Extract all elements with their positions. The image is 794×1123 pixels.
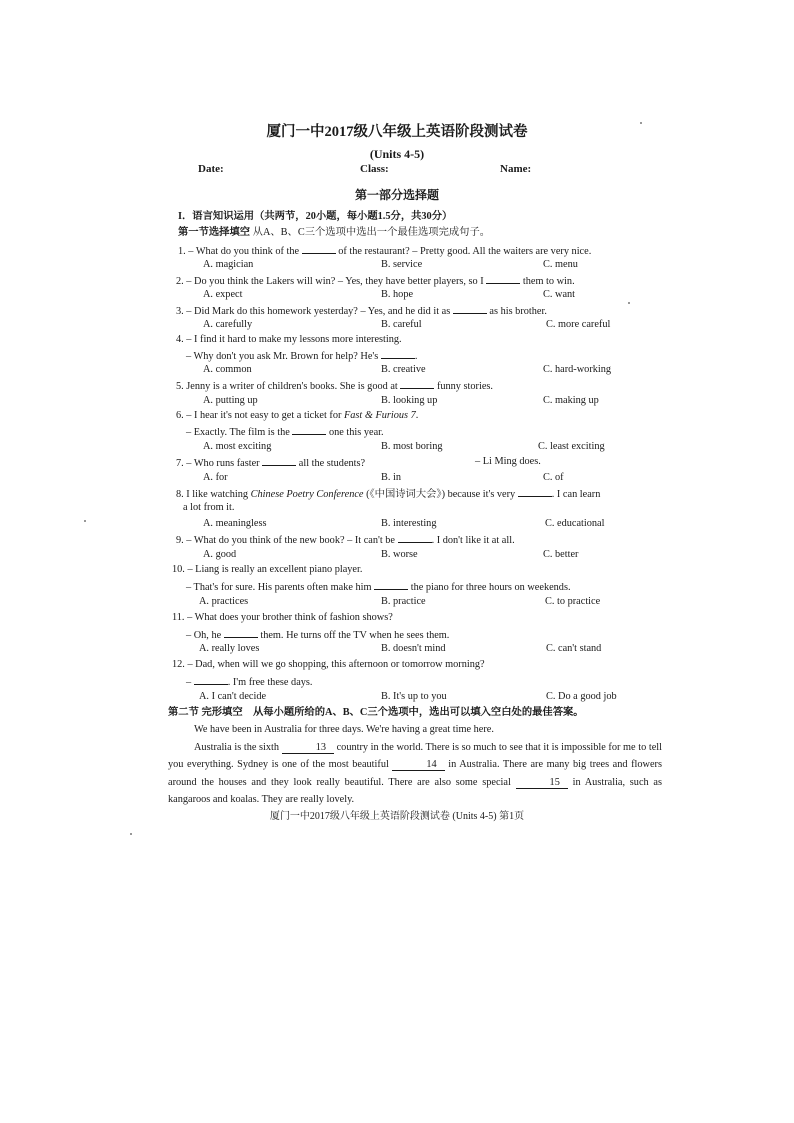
option-b: B. most boring (381, 441, 443, 452)
question-6: 6. – I hear it's not easy to get a ticket for Fast & Furious 7. (176, 410, 419, 421)
question-4-reply: – Why don't you ask Mr. Brown for help? He's . (186, 351, 418, 362)
question-10-reply: – That's for sure. His parents often make him the piano for three hours on weekends. (186, 582, 571, 593)
option-a: A. really loves (199, 643, 260, 654)
option-a: A. expect (203, 289, 243, 300)
answer-blank (486, 274, 520, 284)
answer-blank (292, 425, 326, 435)
option-c: C. menu (543, 259, 578, 270)
option-c: C. more careful (546, 319, 611, 330)
option-a: A. for (203, 472, 228, 483)
option-a: A. magician (203, 259, 254, 270)
blank-13: 13 (282, 742, 334, 754)
question-3: 3. – Did Mark do this homework yesterday? – Yes, and he did it as as his brother. (176, 306, 547, 317)
option-a: A. carefully (203, 319, 253, 330)
option-b: B. interesting (381, 518, 437, 529)
scan-speck (84, 520, 86, 522)
question-2: 2. – Do you think the Lakers will win? – Yes, they have better players, so I them to win. (176, 276, 575, 287)
answer-blank (224, 628, 258, 638)
option-c: C. to practice (545, 596, 601, 607)
answer-blank (381, 349, 415, 359)
section-one-heading: I．语言知识运用（共两节，20小题，每小题1.5分，共30分） (178, 211, 453, 222)
option-b: B. looking up (381, 395, 438, 406)
cloze-paragraph-2: Australia is the sixth 13 country in the world. There is so much to see that it is impossible for me to tell you everything. Sydney is one of the most beautiful 14 in Australia. There are many big trees and flowers around the houses and they look really beautiful. There are also some special 15 in Australia, such as kangaroos and koalas. They are really lovely. (168, 741, 662, 805)
option-b: B. creative (381, 364, 426, 375)
scan-speck (640, 122, 642, 124)
option-c: C. Do a good job (546, 691, 617, 702)
question-7: 7. – Who runs faster all the students? (176, 458, 366, 469)
option-a: A. good (203, 549, 237, 560)
option-b: B. It's up to you (381, 691, 447, 702)
option-c: C. hard-working (543, 364, 612, 375)
option-c: C. can't stand (546, 643, 602, 654)
question-8: 8. I like watching Chinese Poetry Conference (《中国诗词大会》) because it's very . I can learn (176, 489, 601, 500)
question-8-cont: a lot from it. (183, 502, 235, 513)
cloze-paragraph-1: We have been in Australia for three days. We're having a great time here. (194, 724, 494, 735)
option-a: A. putting up (203, 395, 258, 406)
answer-blank (262, 456, 296, 466)
question-12-reply: – . I'm free these days. (186, 677, 313, 688)
question-12: 12. – Dad, when will we go shopping, this afternoon or tomorrow morning? (172, 659, 485, 670)
option-b: B. service (381, 259, 423, 270)
answer-blank (400, 379, 434, 389)
class-label: Class: (360, 163, 389, 175)
answer-blank (453, 304, 487, 314)
option-a: A. meaningless (203, 518, 267, 529)
exam-subtitle: (Units 4-5) (369, 147, 425, 161)
answer-blank (194, 675, 228, 685)
option-b: B. hope (381, 289, 414, 300)
option-b: B. in (381, 472, 402, 483)
answer-blank (398, 533, 432, 543)
option-b: B. worse (381, 549, 418, 560)
part-one-title: 第一部分选择题 (354, 188, 439, 202)
scan-speck (628, 302, 630, 304)
option-c: C. making up (543, 395, 599, 406)
question-11: 11. – What does your brother think of fashion shows? (172, 612, 393, 623)
page-footer: 厦门一中2017级八年级上英语阶段测试卷 (Units 4-5) 第1页 (269, 811, 525, 822)
answer-blank (518, 487, 552, 497)
question-6-reply: – Exactly. The film is the one this year. (186, 427, 384, 438)
subsection-one-heading: 第一节选择填空 从A、B、C三个选项中选出一个最佳选项完成句子。 (178, 227, 491, 238)
exam-title: 厦门一中2017级八年级上英语阶段测试卷 (266, 124, 528, 140)
option-a: A. common (203, 364, 252, 375)
option-c: C. of (543, 472, 564, 483)
question-1: 1. – What do you think of the of the restaurant? – Pretty good. All the waiters are very nice. (178, 246, 592, 257)
question-11-reply: – Oh, he them. He turns off the TV when he sees them. (186, 630, 450, 641)
option-b: B. careful (381, 319, 422, 330)
option-a: A. I can't decide (199, 691, 267, 702)
question-9: 9. – What do you think of the new book? – It can't be . I don't like it at all. (176, 535, 515, 546)
question-10: 10. – Liang is really an excellent piano player. (172, 564, 363, 575)
blank-15: 15 (516, 777, 568, 789)
option-c: C. least exciting (538, 441, 605, 452)
option-b: B. doesn't mind (381, 643, 446, 654)
option-a: A. practices (199, 596, 249, 607)
option-a: A. most exciting (203, 441, 272, 452)
answer-blank (374, 580, 408, 590)
blank-14: 14 (392, 759, 444, 771)
subsection-two-heading: 第二节 完形填空 从每小题所给的A、B、C三个选项中，选出可以填入空白处的最佳答案。 (168, 707, 584, 718)
question-7-answer: – Li Ming does. (475, 456, 541, 467)
option-c: C. better (543, 549, 579, 560)
scan-speck (130, 833, 132, 835)
date-label: Date: (198, 163, 224, 175)
question-4: 4. – I find it hard to make my lessons more interesting. (176, 334, 402, 345)
option-b: B. practice (381, 596, 426, 607)
cloze-passage (168, 721, 662, 809)
answer-blank (302, 244, 336, 254)
option-c: C. want (543, 289, 576, 300)
question-5: 5. Jenny is a writer of children's books. She is good at funny stories. (176, 381, 493, 392)
name-label: Name: (500, 163, 532, 175)
option-c: C. educational (545, 518, 605, 529)
